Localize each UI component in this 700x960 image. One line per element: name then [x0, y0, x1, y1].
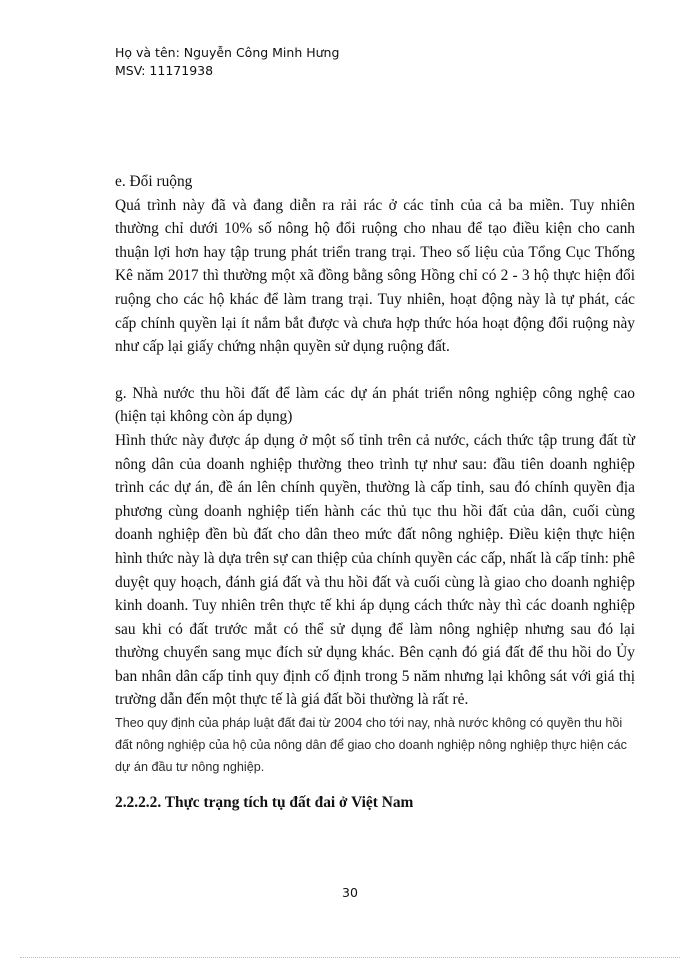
section-e-body: Quá trình này đã và đang diễn ra rải rác ở các tỉnh của cả ba miền. Tuy nhiên thường chỉ dưới 10% số nông hộ đổi ruộng cho nhau để tạo điều kiện cho canh thuận lợi hơn hay tập trung phát triển trang trại. Theo số liệu của Tổng Cục Thống Kê năm 2017 thì thường một xã đồng bằng sông Hồng chỉ có 2 - 3 hộ thực hiện đổi ruộng cho các hộ khác để làm trang trại. Tuy nhiên, hoạt động này là tự phát, các cấp chính quyền lại ít nắm bắt được và chưa hợp thức hóa hoạt động đổi ruộng này như cấp lại giấy chứng nhận quyền sử dụng ruộng đất.: [115, 196, 635, 356]
section-g-title: g. Nhà nước thu hồi đất để làm các dự án phát triển nông nghiệp công nghệ cao (hiện tại không còn áp dụng): [115, 384, 635, 426]
student-id: MSV: 11171938: [115, 63, 214, 78]
author-name: Họ và tên: Nguyễn Công Minh Hưng: [115, 45, 340, 60]
section-e-title: e. Đổi ruộng: [115, 173, 193, 190]
section-g-note: Theo quy định của pháp luật đất đai từ 2004 cho tới nay, nhà nước không có quyền thu hồi đất nông nghiệp của hộ của nông dân để giao cho doanh nghiệp nông nghiệp thực hiện các dự án đầu tư nông nghiệp.: [115, 716, 627, 775]
page-number: 30: [342, 885, 358, 900]
main-content: [115, 170, 635, 778]
document-header: [115, 44, 339, 80]
section-heading: 2.2.2.2. Thực trạng tích tụ đất đai ở Việt Nam: [115, 794, 414, 811]
page-bottom-divider: [20, 957, 680, 958]
paragraph-spacer: [115, 359, 635, 382]
section-g-body: Hình thức này được áp dụng ở một số tỉnh trên cả nước, cách thức tập trung đất từ nông dân của doanh nghiệp thường theo trình tự như sau: đầu tiên doanh nghiệp trình các dự án, đề án lên chính quyền, thường là cấp tỉnh, sau đó chính quyền địa phương cùng doanh nghiệp tiến hành các thủ tục thu hồi đất của dân, cuối cùng doanh nghiệp đền bù đất cho dân theo mức đất nông nghiệp. Điều kiện thực hiện hình thức này là dựa trên sự can thiệp của chính quyền các cấp, nhất là cấp tỉnh: phê duyệt quy hoạch, đánh giá đất và thu hồi đất và cuối cùng là giao cho doanh nghiệp kinh doanh. Tuy nhiên trên thực tế khi áp dụng cách thức này thì các doanh nghiệp sau khi có đất trước mắt có thể sử dụng để làm nông nghiệp nhưng sau đó lại thường chuyển sang mục đích sử dụng khác. Bên cạnh đó giá đất để thu hồi do Ủy ban nhân dân cấp tỉnh quy định cố định trong 5 năm nhưng lại không sát với giá thị trường dẫn đến một thực tế là giá đất bồi thường là rất rẻ.: [115, 431, 635, 709]
